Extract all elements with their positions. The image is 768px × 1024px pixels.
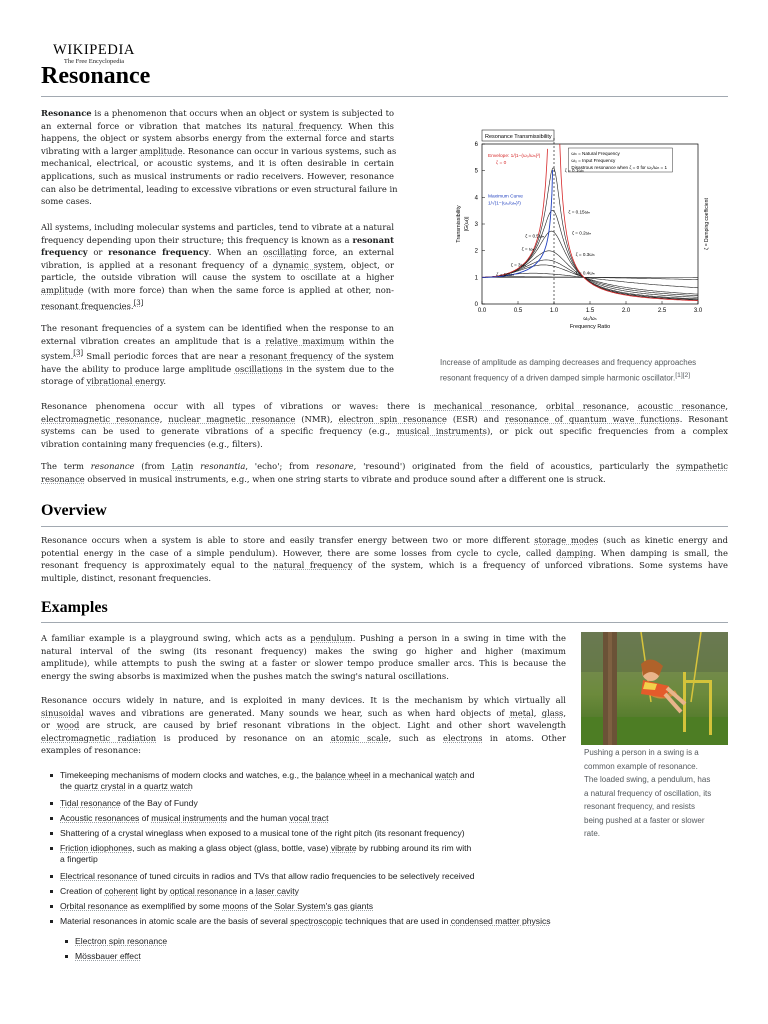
title-rule [41,96,728,97]
overview-paragraph [41,534,728,584]
damping-label: ζ = ωₙ [521,246,535,252]
damping-label: ζ = 0.2ωₙ [572,230,592,236]
intro-paragraph-2 [41,221,394,312]
caption-line: rate. [584,829,601,838]
text-line: electromagnetic radiation is produced by resonance on an atomic scale, such as electrons in atoms. Other [41,732,566,743]
list-item-text: Orbital resonance as exemplified by some moons of the Solar System's gas giants [60,901,374,911]
x-tick-label: 3.0 [693,308,703,314]
text-line: electromagnetic resonance, nuclear magnetic resonance (NMR), electron spin resonance (ESR) and resonance of quantum wave functions. Resonant [41,413,729,424]
damping-label: ζ = 10ωₙ [496,272,515,277]
text-line: All systems, including molecular systems and particles, tend to vibrate at a natural [41,222,394,232]
x-tick-label: 0.0 [477,308,487,314]
y-tick-label: 1 [474,275,478,282]
list-item [75,951,141,961]
intro-paragraph-3 [41,322,394,388]
damping-label: ζ = 3ωₙ [510,262,527,268]
right-axis-label: ζ = Damping coefficient [704,198,710,250]
wikipedia-logo[interactable] [52,42,136,65]
examples-paragraph-1 [41,632,566,682]
wordmark: WIKIPEDIA [53,42,135,58]
list-item [60,781,193,791]
bullet-icon [50,875,53,878]
text-line: amplitude), while attempts to push the swing at a faster or slower tempo produce smaller arcs. This is because the [41,658,566,669]
text-line: resonance observed in musical instruments, e.g., when one string starts to vibrate and produce sound after a different one is struck. [41,473,606,484]
list-item-text: Mössbauer effect [75,951,141,961]
caption-line: a natural frequency of oscillation, its [584,788,712,798]
chart-title: Resonance Transmissibility [485,134,552,140]
page-title: Resonance [41,63,151,89]
list-item-text: Timekeeping mechanisms of modern clocks and watches, e.g., the balance wheel in a mechanical watch and [60,770,475,780]
y-tick-label: 5 [474,168,478,175]
text-line: The term resonance (from Latin resonantia, 'echo'; from resonare, 'resound') originated from the field of acoustics, particularly the sympathetic [41,461,728,471]
list-item-text: the quartz crystal in a quartz watch [60,781,193,791]
swing-photo[interactable] [581,632,728,745]
envelope-label: Envelope: 1/|1−(ω₀/ωₙ)²| [488,154,541,159]
text-line: energy the swing absorbs is maximized when the pushes match the swing's natural oscillations. [41,670,449,681]
list-item-text: a fingertip [60,854,98,864]
legend-entry: ω₀ = Input Frequency [571,158,616,163]
list-item [60,854,98,864]
text-line: amplitude (with more force) than when the same force is applied at other, non- [41,284,394,295]
y-tick-label: 3 [474,222,478,228]
bullet-icon [65,955,68,958]
caption-line: common example of resonance. [584,761,698,771]
max-curve-label: Maximum Curve [488,194,523,200]
text-line: potential energy in the case of a simple pendulum). However, there are some losses from cycle to cycle, called damping. When damping is small, the [41,547,728,558]
bullet-icon [50,802,53,805]
bullet-icon [50,817,53,820]
damping-label: ζ = 0.3ωₙ [575,252,595,257]
text-line: happens, the object or system absorbs energy from the external force and starts [41,133,394,144]
overview-rule [41,526,728,527]
text-line: multiple, distinct, resonant frequencies. [41,572,212,583]
list-item [60,886,299,896]
text-line: resonant frequency is approximately equal to the natural frequency of the system, which is a frequency of unforced vibrations. Some systems have [41,560,728,571]
intro-paragraph-5 [41,460,728,485]
damping-label: ζ = 0.4ωₙ [575,270,595,276]
list-item-text: Acoustic resonances of musical instruments and the human vocal tract [60,813,329,823]
caption-line: resonant frequency, and resists [584,802,696,811]
text-line: some cases. [41,196,92,207]
text-line: have the ability to produce large amplitude oscillations in the system due to the [41,363,395,374]
resonance-chart[interactable] [440,126,730,386]
text-line: examples of resonance: [41,745,141,756]
text-line: system.[3] Small periodic forces that are near a resonant frequency of the system [41,349,395,361]
y-tick-label: 2 [474,248,478,255]
list-item-text: Friction idiophones, such as making a glass object (glass, bottle, vase) vibrate by rubbing around its rim with [60,843,472,853]
list-item [60,813,328,823]
x-axis-label: Frequency Ratio [569,324,611,330]
chart-caption [440,356,735,385]
text-line: Resonance occurs when a system is able to store and easily transfer energy between two or more different storage modes (such as kinetic energy and [41,535,729,545]
bullet-icon [65,940,68,943]
text-line: external vibration creates an amplitude that is a relative maximum within the [41,335,394,346]
x-tick-label: 0.5 [513,308,523,314]
bullet-icon [50,847,53,850]
bullet-icon [50,920,53,923]
text-line: vibrating with a larger amplitude. Resonance can occur in various systems, such as [41,145,397,156]
tagline: The Free Encyclopedia [63,58,125,65]
text-line: Resonance is a phenomenon that occurs when an object or system is subjected to [41,108,394,118]
damping-label: ζ = 0.5ωₙ [525,233,545,239]
text-line: systems can be used to generate vibrations of a specific frequency (e.g., musical instruments), or pick out specific frequencies from a complex [41,426,728,437]
damping-label: ζ = 0.1ωₙ [564,168,584,173]
swing-photo-image [581,632,728,745]
text-line: or wood are struck, are caused by brief resonant vibrations in the object. Light and other short wavelength [41,720,566,731]
text-line: frequency or resonance frequency. When an oscillating force, an external [41,247,395,258]
list-item-text: Creation of coherent light by optical resonance in a laser cavity [60,886,299,896]
x-tick-label: 2.0 [621,308,631,314]
text-line: A familiar example is a playground swing, which acts as a pendulum. Pushing a person in a swing in time with the [41,633,566,643]
x-tick-label: 2.5 [657,308,667,314]
legend-entry: Disastrous resonance when ζ = 0 for ω₀/ωₙ = 1 [571,165,668,170]
list-item [60,770,474,780]
bullet-icon [50,774,53,777]
text-line: resonant frequencies.[3] [41,298,144,311]
list-item-text: Material resonances in atomic scale are the basis of several spectroscopic techniques that are used in condensed matter physics [60,916,551,926]
x-axis-math: ω₀/ωₙ [583,316,597,322]
list-item [75,936,167,946]
text-line: vibration, is applied at a resonant frequency of a dynamic system, object, or [41,259,394,270]
bullet-icon [50,890,53,893]
list-item [60,901,373,911]
text-line: an external force or vibration that matches its natural frequency. When this [41,120,394,131]
intro-paragraph-1 [41,107,398,208]
text-line: storage of vibrational energy. [41,376,167,387]
caption-line: being pushed at a faster or slower [584,815,705,825]
examples-rule [41,622,728,623]
text-line: natural interval of the swing (its resonant frequency) makes the swing go higher and higher (maximum [41,645,566,656]
bullet-icon [50,832,53,835]
text-line: Resonance phenomena occur with all types of vibrations or waves: there is mechanical resonance, orbital resonance, acoustic resonance, [41,401,728,411]
list-item-text: Shattering of a crystal wineglass when exposed to a musical tone of the right pitch (its resonant frequency) [60,828,465,838]
caption-line: Pushing a person in a swing is a [584,748,699,757]
bullet-icon [50,905,53,908]
text-line: applications, such as musical instruments or radio receivers. However, resonance [41,170,394,181]
examples-paragraph-2 [41,694,566,757]
intro-paragraph-4 [41,400,728,450]
text-line: can also be detrimental, leading to excessive vibrations or even structural failure in [41,183,398,194]
caption-line: Increase of amplitude as damping decreases and frequency approaches [440,358,697,367]
text-line: vibration containing many frequencies (e.g., filters). [41,438,263,449]
y-tick-label: 0 [474,302,478,308]
list-item [60,871,474,881]
x-tick-label: 1.0 [549,308,559,314]
text-line: mechanical, electrical, or acoustic systems, and it is often desirable in certain [41,158,394,169]
list-item [60,916,551,926]
list-item-text: Tidal resonance of the Bay of Fundy [60,798,198,808]
text-line: sinusoidal waves and vibrations are generated. Many sounds we hear, such as when hard objects of metal, glass, [41,707,567,718]
text-line: particle, the outside vibration will cause the system to oscillate at a higher [41,272,394,283]
max-curve-formula: 1/√(1−(ω₀/ωₙ)²) [488,201,521,207]
y-axis-math: |G(ω)| [464,216,470,232]
y-axis-label: Transmissibility [456,205,462,243]
swing-photo-caption [584,746,729,841]
envelope-sub-label: ζ = 0 [496,161,507,166]
damping-label: ζ = 0.15ωₙ [568,209,591,215]
examples-heading: Examples [41,599,108,616]
list-item [60,828,465,838]
text-line: The resonant frequencies of a system can be identified when the response to an [41,323,394,333]
text-line: Resonance occurs widely in nature, and is exploited in many devices. It is the mechanism by which virtually all [41,695,566,705]
text-line: frequency depending upon their structure; this frequency is known as a resonant [41,234,394,245]
list-item-text: Electron spin resonance [75,936,168,946]
legend-entry: ωₙ = Natural Frequency [571,151,620,156]
y-tick-label: 6 [474,142,478,148]
list-item [60,798,198,808]
list-item [60,843,471,853]
resonance-chart-svg [440,126,730,332]
overview-heading: Overview [41,502,107,519]
caption-line: The loaded swing, a pendulum, has [584,775,711,784]
list-item-text: Electrical resonance of tuned circuits in radios and TVs that allow radio frequencies to be selectively received [60,871,475,881]
x-tick-label: 1.5 [585,308,595,314]
caption-line: resonant frequency of a driven damped simple harmonic oscillator.[1][2] [440,372,691,383]
y-tick-label: 4 [474,195,478,202]
